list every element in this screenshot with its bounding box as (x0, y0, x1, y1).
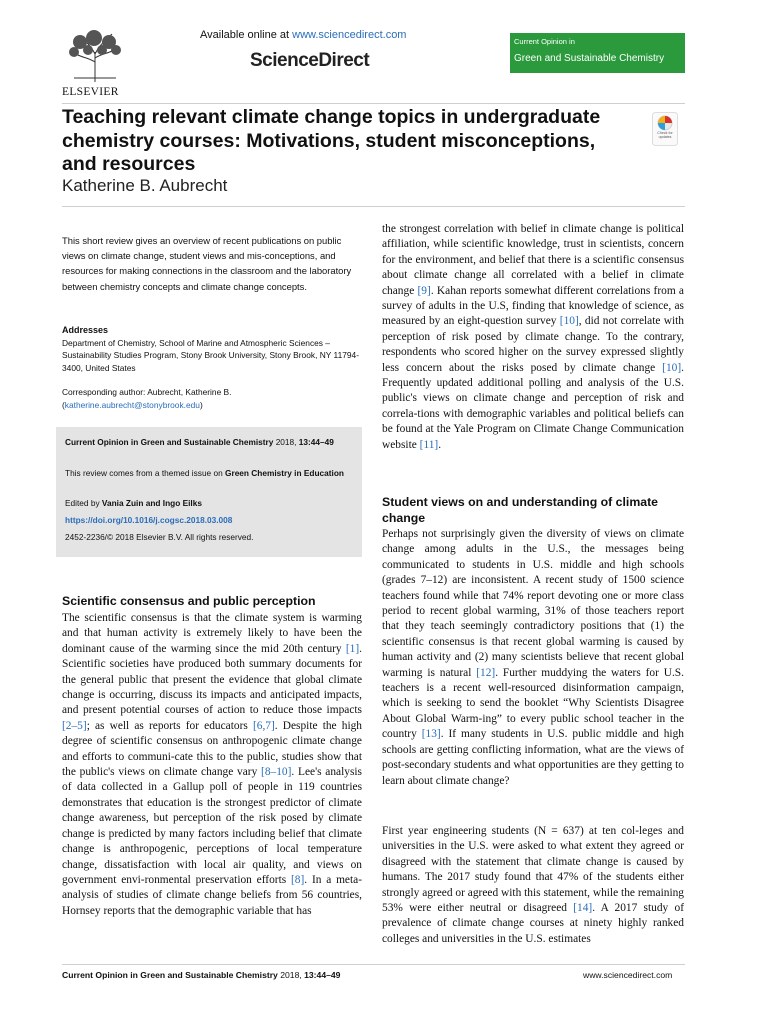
themed-issue-line (65, 467, 355, 479)
citation-link[interactable]: [6,7] (252, 719, 275, 732)
footer-year: 2018, (277, 970, 305, 980)
addresses-heading: Addresses (62, 325, 109, 335)
doi-link[interactable]: https://doi.org/10.1016/j.cogsc.2018.03.008 (65, 515, 233, 525)
body-text: . (438, 438, 442, 451)
article-author: Katherine B. Aubrecht (62, 176, 228, 195)
doi-line (65, 514, 355, 526)
elsevier-tree-logo (64, 28, 126, 84)
citation-link[interactable]: [10] (559, 315, 579, 328)
body-text: . Further muddying the waters for U.S. teachers is a recent well-resourced disinformation campaign, which is seeking to send the booklet “Why Scientists Disagree About Global Warm-ing” to every public school teacher in the country (382, 666, 684, 741)
body-text: . A 2017 study of prevalence of climate change courses at ninety highly ranked colleges and universities in the U.S. estimates (382, 902, 684, 945)
citation-link[interactable]: [14] (573, 902, 593, 915)
themed-issue-topic: Green Chemistry in Education (225, 468, 344, 478)
journal-banner (510, 33, 685, 73)
crossmark-button[interactable] (652, 112, 678, 146)
body-text-right-column-middle (382, 527, 684, 789)
addresses-text: Department of Chemistry, School of Marine and Atmospheric Sciences – Sustainability Studies Program, Stony Brook University, Stony Brook, NY 11794-3400, United States (62, 338, 359, 373)
citation-link[interactable]: [12] (476, 666, 496, 679)
footer-url[interactable]: www.sciencedirect.com (583, 970, 673, 980)
sciencedirect-url-link[interactable]: www.sciencedirect.com (292, 29, 407, 41)
body-text-left-column (62, 611, 362, 919)
body-text: . Kahan reports somewhat different correlations from a survey of adults in the U.S, finding that knowledge of science, as measured by an eight-question survey (382, 284, 684, 328)
editors-line (65, 497, 355, 509)
copyright-line: 2452-2236/© 2018 Elsevier B.V. All rights reserved. (65, 532, 254, 542)
citation-link[interactable]: [13] (421, 728, 441, 741)
citation-link[interactable]: [11] (419, 438, 439, 451)
citation-link[interactable]: [10] (662, 361, 682, 374)
body-text: . Despite the high degree of scientific consensus on anthropogenic climate change and efforts to communi-cate this to the public, studies show that the public's views on climate change vary (62, 719, 362, 779)
crossmark-label: Check for updates (657, 131, 673, 139)
abstract: This short review gives an overview of recent publications on public views on climate change, student views and mis-conceptions, and resources for making connections in the classroom and the laboratory between chemistry concepts and climate change concepts. (62, 235, 352, 292)
footer-journal: Current Opinion in Green and Sustainable Chemistry (62, 970, 278, 980)
header-divider (62, 103, 685, 104)
title-divider (62, 206, 685, 207)
body-paragraph (382, 824, 684, 947)
body-text-right-column-bottom (382, 824, 684, 947)
author-email-link[interactable]: katherine.aubrecht@stonybrook.edu (64, 400, 200, 410)
footer-citation (62, 970, 340, 980)
journal-banner-prefix: Current Opinion in (514, 37, 575, 46)
body-text: ; as well as reports for educators (86, 719, 253, 732)
available-online-line (200, 29, 406, 41)
citation-link[interactable]: [8–10] (261, 766, 292, 779)
body-text: Perhaps not surprisingly given the diversity of views on climate change among adults in the U.S., the messages being communicated to students in U.S. middle and high schools (grades 7–12) are inconsistent. A recent study of 1500 science teachers found while that 74% report devoting one or more class period to recent global warming, 31% of those teachers report that they teach seemingly contradictory positions that (1) the scientific consensus is that recent global warming is caused by human activity and (2) many scientists believe that recent global warming is natural (382, 528, 684, 679)
themed-issue-prefix: This review comes from a themed issue on (65, 468, 226, 478)
corresponding-author-suffix: ) (199, 400, 203, 410)
body-text: , did not correlate with perception of risk posed by climate change. To the contrary, respondents who scored higher on the survey expressed slightly less concern about the risks posed by climate change (382, 315, 684, 374)
editors-prefix: Edited by (65, 498, 102, 508)
footer-divider (62, 964, 685, 965)
citation-link[interactable]: [8] (291, 873, 305, 886)
citation-link[interactable]: [2–5] (62, 719, 87, 732)
citation-link[interactable]: [1] (345, 642, 360, 655)
body-text-right-column-top (382, 222, 684, 453)
citation-journal: Current Opinion in Green and Sustainable Chemistry (65, 437, 274, 447)
citation-link[interactable]: [9] (417, 284, 431, 297)
section-heading-scientific-consensus: Scientific consensus and public perception (62, 594, 316, 608)
section-heading-student-views: Student views on and understanding of climate change (382, 495, 659, 525)
corresponding-author-prefix: Corresponding author: Aubrecht, Katherine B. ( (62, 387, 232, 410)
body-text: . Scientific societies have produced both summary documents for the general public that present the evidence that global climate change is occurring, discuss its impacts and anticipated impacts, and present potential courses of action to reduce those impacts (62, 642, 362, 717)
journal-banner-name: Green and Sustainable Chemistry (514, 53, 665, 64)
footer-volume-pages: 13:44–49 (304, 970, 341, 980)
article-title: Teaching relevant climate change topics in undergraduate chemistry courses: Motivations, student misconceptions, and resources (62, 106, 601, 175)
body-text: . In a meta-analysis of studies of climate change beliefs from 56 countries, Hornsey reports that the demographic variable that has (62, 873, 363, 917)
citation-volume-pages: 13:44–49 (298, 437, 334, 447)
editors-names: Vania Zuin and Ingo Eilks (101, 498, 202, 508)
body-text: the strongest correlation with belief in climate change is political affiliation, while scientific knowledge, trust in scientists, concern for the environment, and belief that there is a scientific consensus about climate change all correlated with a belief in climate change (382, 223, 684, 297)
body-text: . If many students in U.S. public middle and high schools are getting conflicting information, what are the views of post-secondary students and what opportunities are they getting to learn about climate change? (382, 728, 684, 787)
sciencedirect-logo: ScienceDirect (250, 50, 370, 71)
body-paragraph (62, 611, 362, 919)
available-online-prefix: Available online at (200, 29, 293, 41)
body-text: The scientific consensus is that the climate system is warming and that human activity is extremely likely to have been the dominant cause of the warming since the mid 20th century (62, 612, 362, 655)
citation-year: 2018, (273, 437, 299, 447)
body-paragraph (382, 222, 684, 453)
body-paragraph (382, 527, 684, 789)
elsevier-wordmark: ELSEVIER (62, 86, 119, 98)
article-info-box (56, 427, 362, 557)
citation-line (65, 436, 355, 448)
corresponding-author (62, 386, 367, 412)
body-text: . Lee's analysis of data collected in a Gallup poll of people in 119 countries demonstrates that education is the strongest predictor of climate change awareness, but perception of the risk posed by climate change is predicted by many factors including belief that climate change is anthropogenic, perceptions of local temperature change, dissatisfaction with local air quality, and views on government envi-ronmental preservation efforts (62, 766, 362, 886)
body-text: . Frequently updated additional polling and analysis of the U.S. public's views on climate change and perception of risk and correla-tions with demographic variables and political beliefs can be found at the Yale Program on Climate Change Communication website (382, 361, 684, 451)
crossmark-icon (652, 112, 678, 146)
body-text: First year engineering students (N = 637) at ten col-leges and universities in the U.S. were asked to what extent they agreed or disagreed with the statement that climate change is caused by humans. The 2017 study found that 47% of the students either strongly agreed or agreed with this statement, while the remaining 53% were either neutral or disagreed (382, 825, 684, 915)
